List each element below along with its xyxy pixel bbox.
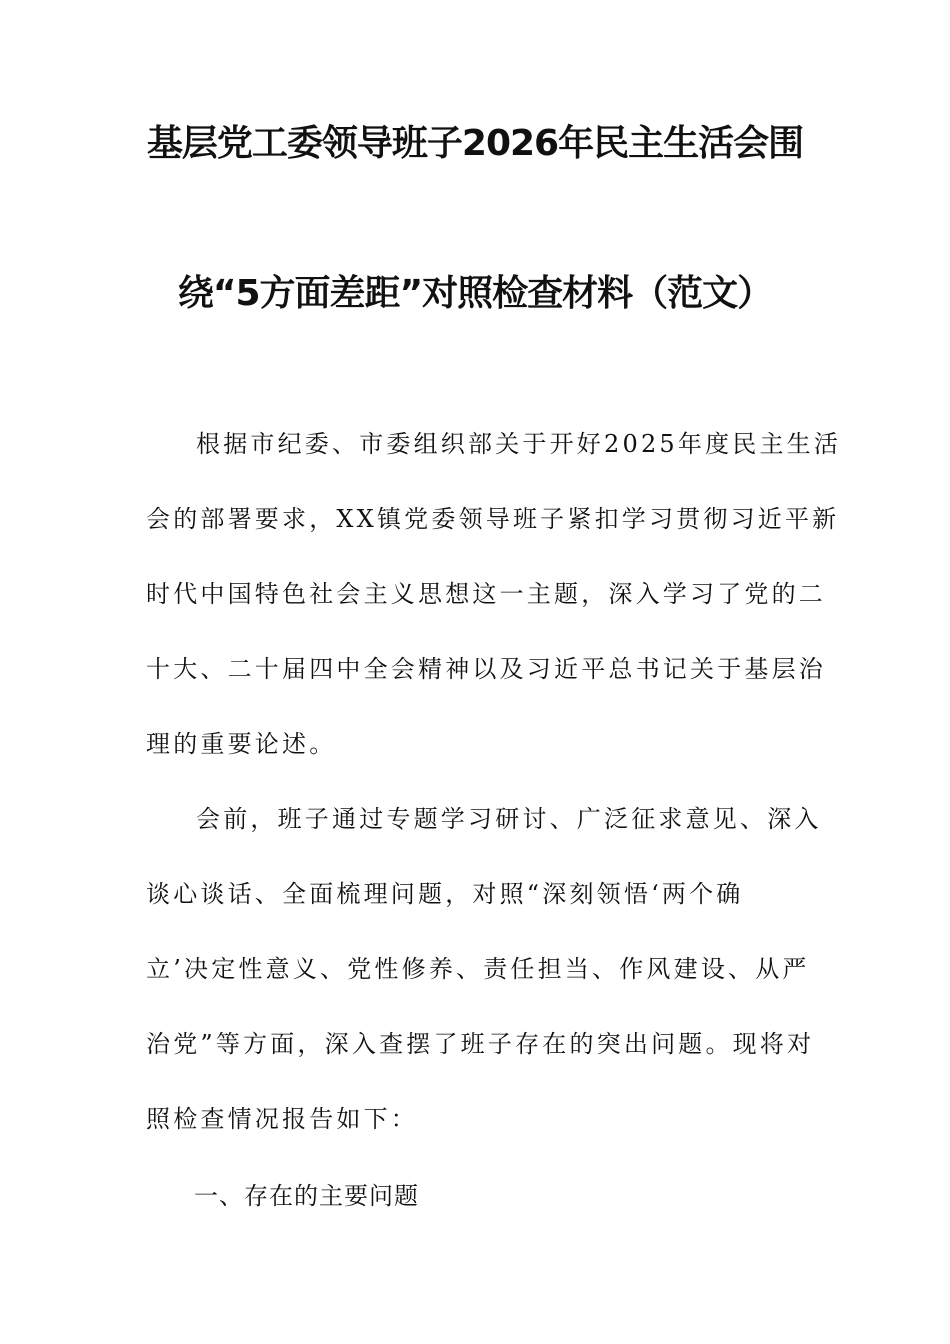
- document-title-line-1: 基层党工委领导班子2026年民主生活会围: [146, 123, 804, 164]
- paragraph-1-line-2: 会的部署要求，XX镇党委领导班子紧扣学习贯彻习近平新: [146, 505, 840, 533]
- paragraph-1-line-5: 理的重要论述。: [146, 730, 337, 758]
- paragraph-1-line-4: 十大、二十届四中全会精神以及习近平总书记关于基层治: [146, 655, 826, 683]
- paragraph-2-line-2: 谈心谈话、全面梳理问题，对照“深刻领悟‘两个确: [146, 880, 744, 908]
- section-heading-1: 一、存在的主要问题: [194, 1182, 419, 1210]
- paragraph-1-line-1: 根据市纪委、市委组织部关于开好2025年度民主生活: [196, 430, 842, 458]
- paragraph-2-line-5: 照检查情况报告如下：: [146, 1105, 418, 1133]
- paragraph-1-line-3: 时代中国特色社会主义思想这一主题，深入学习了党的二: [146, 580, 826, 608]
- document-title-line-2: 绕“5方面差距”对照检查材料（范文）: [177, 273, 773, 314]
- paragraph-2-line-4: 治党”等方面，深入查摆了班子存在的突出问题。现将对: [146, 1030, 815, 1058]
- paragraph-2-line-1: 会前，班子通过专题学习研讨、广泛征求意见、深入: [196, 805, 822, 833]
- paragraph-2-line-3: 立’决定性意义、党性修养、责任担当、作风建设、从严: [146, 955, 810, 983]
